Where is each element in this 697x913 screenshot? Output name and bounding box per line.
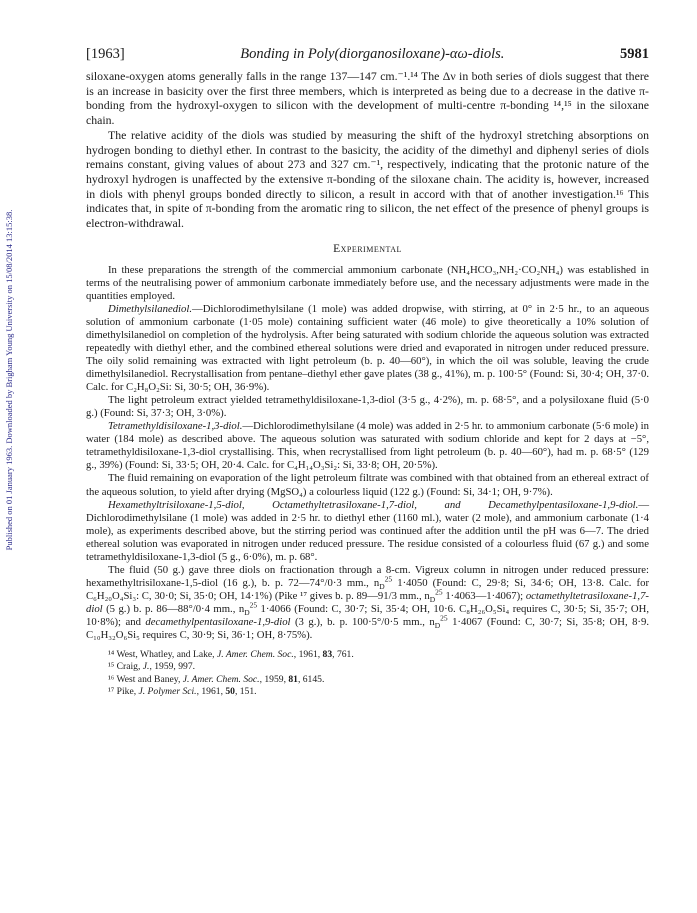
experimental-text [86,264,649,642]
experimental-paragraph-1: In these preparations the strength of the commercial ammonium carbonate (NH₄HCO₃,NH₂·CO₂NH₄) was established in terms of the neutralising power of ammonium carbonate immediately before use, and the necessary adjustments were made in the quantities employed. [86,263,649,302]
discussion-text [86,69,649,231]
page-number: 5981 [619,46,649,62]
reference-item: ¹⁵ Craig, J., 1959, 997. [108,661,196,673]
compound-name: octamethyltetrasiloxane-1,7-diol [86,589,649,615]
compound-name: Hexamethyltrisiloxane-1,5-diol, Octamethyltetrasiloxane-1,7-diol, and Decamethylpentasiloxane-1,9-diol. [108,498,639,511]
download-watermark-text: Published on 01 January 1963. Downloaded by Brigham Young University on 15/08/2014 13:15:38. [4,209,14,551]
reference-item: ¹⁴ West, Whatley, and Lake, J. Amer. Chem. Soc., 1961, 83, 761. [108,649,354,661]
reference-item: ¹⁶ West and Baney, J. Amer. Chem. Soc., 1959, 81, 6145. [108,673,325,685]
compound-name: Dimethylsilanediol. [108,302,193,315]
compound-name: Tetramethyldisiloxane-1,3-diol. [108,420,243,433]
experimental-paragraph-7: The fluid (50 g.) gave three diols on fractionation through a 8-cm. Vigreux column in nitrogen under reduced pressure: hexamethyltrisiloxane-1,5-diol (16 g.), b. p. 72—74°/0·3 mm., $n_D^{25}$ 1·4050 (Found: C, 29·8; Si, 34·6; OH, 13·8. Calc. for C₆H₂₀O₄Si₃: C, 30·0; Si, 35·0; OH, 14·1%) (Pike ¹⁷ gives b. p. 89—91/3 mm., $n_D^{25}$ 1·4063—1·4067); octamethyltetrasiloxane-1,7-diol (5 g.) b. p. 86—88°/0·4 mm., $n_D^{25}$ 1·4066 (Found: C, 30·7; Si, 35·4; OH, 10·6. C₈H₂₆O₅Si₄ requires C, 30·5; Si, 35·7; OH, 10·8%); and decamethylpentasiloxane-1,9-diol (3 g.), b. p. 100·5°/0·5 mm., $n_D^{25}$ 1·4067 (Found: C, 30·7; Si, 35·8; OH, 8·9. C₁₀H₃₂O₆Si₅ requires C, 30·9; Si, 36·1; OH, 8·75%). [86,563,650,642]
header-title: Bonding in Poly(diorganosiloxane)-αω-diols. [240,46,505,62]
header-year: [1963] [86,46,125,62]
discussion-paragraph-2: The relative acidity of the diols was studied by measuring the shift of the hydroxyl stretching absorptions on hydrogen bonding to diethyl ether. In contrast to the basicity, the acidity of the dimethyl and diphenyl series of diols remains constant, giving values of about 273 and 327 cm.⁻¹, respectively, indicating that the protonic nature of the hydroxyl hydrogen is unaffected by the extensive π-bonding of the siloxane chain. The acidity is, however, increased in diols with phenyl groups bonded directly to silicon, a result in accord with that of another investigation.¹⁶ This indicates that, in spite of π-bonding from the aromatic ring to silicon, the net effect of the presence of phenyl groups is electron-withdrawal. [86,127,649,231]
experimental-paragraph-4: Tetramethyldisiloxane-1,3-diol.—Dichlorodimethylsilane (4 mole) was added in 2·5 hr. to ammonium carbonate (5·6 mole) in water (184 mole) as described above. The aqueous solution was saturated with sodium chloride and kept for 2 days at −5°, tetramethyldisiloxane-1,3-diol crystallising. This, when recrystallised from light petroleum (b. p. 40—60°), had m. p. 68·5° (129 g., 39%) (Found: Si, 33·5; OH, 20·4. Calc. for C₄H₁₄O₃Si₂: Si, 33·8; OH, 20·5%). [86,420,649,472]
reference-item: ¹⁷ Pike, J. Polymer Sci., 1961, 50, 151. [108,685,257,697]
download-watermark [2,110,16,650]
discussion-paragraph-1: siloxane-oxygen atoms generally falls in the range 137—147 cm.⁻¹.¹⁴ The Δν in both series of diols suggest that there is an increase in basicity over the first three members, which is interpreted as being due to a decrease in the dative π-bonding from the hydroxyl-oxygen to silicon with the development of multi-centre π-bonding ¹⁴,¹⁵ in the siloxane chain. [86,69,649,128]
page-content [86,46,649,698]
references-list [86,649,649,698]
section-heading: Experimental [333,242,402,255]
experimental-paragraph-2: Dimethylsilanediol.—Dichlorodimethylsilane (1 mole) was added dropwise, with stirring, at 0° in 2·5 hr., to an aqueous solution of ammonium carbonate (1·05 mole) containing sufficient water (46 mole) to give theoretically a 10% solution of dimethylsilanediol on completion of the hydrolysis. After being saturated with sodium chloride the aqueous solution was extracted repeatedly with diethyl ether, and the combined ethereal solutions were dried and evaporated in nitrogen under reduced pressure. The oily solid remaining was extracted with light petroleum (b. p. 40—60°), in which the oil was soluble, leaving the crude dimethylsilanediol. Recrystallisation from pentane–diethyl ether gave plates (38 g., 41%), m. p. 100·5° (Found: Si, 30·4; OH, 37·0. Calc. for C₂H₈O₂Si: Si, 30·5; OH, 36·9%). [86,302,649,394]
running-header [86,46,649,63]
experimental-paragraph-6: Hexamethyltrisiloxane-1,5-diol, Octamethyltetrasiloxane-1,7-diol, and Decamethylpentasiloxane-1,9-diol.—Dichlorodimethylsilane (1 mole) was added in 2·5 hr. to diethyl ether (1160 ml.), water (2 mole), and ammonium carbonate (1·4 mole), as experiments described above, but the stirring period was continued after the addition until the pH was 6—7. The dried ethereal solution was evaporated in nitrogen under reduced pressure. The residue consisted of a colourless fluid (67 g.) and some tetramethyldisiloxane-1,3-diol (5 g., 6·0%), m. p. 68°. [86,498,649,563]
experimental-paragraph-3: The light petroleum extract yielded tetramethyldisiloxane-1,3-diol (3·5 g., 4·2%), m. p. 68·5°, and a polysiloxane fluid (5·0 g.) (Found: Si, 37·3; OH, 3·0%). [86,394,649,420]
experimental-paragraph-5: The fluid remaining on evaporation of the light petroleum filtrate was combined with that obtained from an ethereal extract of the aqueous solution, to yield after drying (MgSO₄) a colourless liquid (122 g.) (Found: Si, 34·1; OH, 9·7%). [86,472,649,498]
compound-name: decamethylpentasiloxane-1,9-diol [145,616,291,628]
